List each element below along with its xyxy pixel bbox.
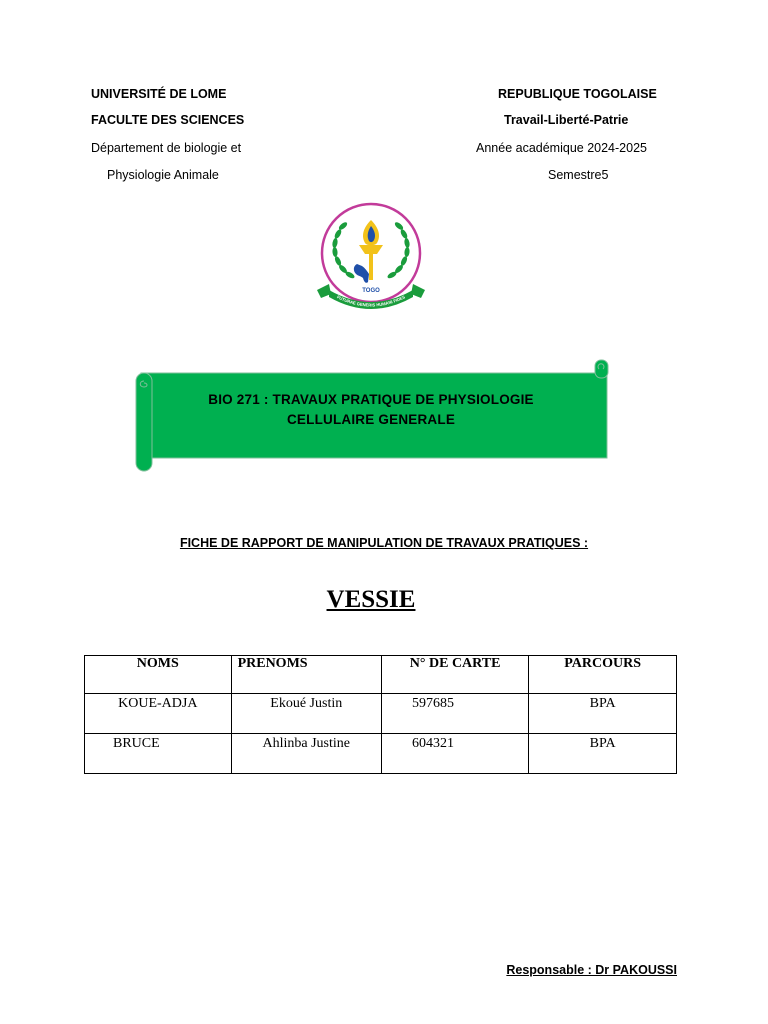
academic-year: Année académique 2024-2025 — [476, 141, 647, 155]
logo-country-text: TOGO — [362, 288, 380, 294]
torch-handle-icon — [369, 254, 373, 280]
report-title: VESSIE — [326, 586, 416, 613]
table-header-row — [85, 656, 677, 694]
course-title — [150, 390, 592, 430]
header-noms: NOMS — [85, 656, 232, 694]
ribbon-right-tail — [411, 284, 425, 298]
cell-numero-carte: 604321 — [381, 734, 528, 774]
university-logo — [307, 196, 435, 334]
faculty-name: FACULTE DES SCIENCES — [91, 113, 245, 127]
cell-numero-carte: 597685 — [381, 694, 528, 734]
semester: Semestre5 — [548, 168, 609, 182]
report-subtitle: FICHE DE RAPPORT DE MANIPULATION DE TRAVAUX PRATIQUES : — [179, 536, 589, 550]
header-parcours: PARCOURS — [529, 656, 677, 694]
table-row — [85, 734, 677, 774]
course-title-line2: CELLULAIRE GENERALE — [286, 412, 456, 427]
header-numero-carte: N° DE CARTE — [381, 656, 528, 694]
country-motto: Travail-Liberté-Patrie — [504, 113, 629, 127]
department-line1: Département de biologie et — [91, 141, 242, 155]
cell-nom: BRUCE — [85, 734, 232, 774]
students-table — [84, 655, 677, 774]
header-prenoms: PRENOMS — [231, 656, 381, 694]
banner-roll-top — [595, 360, 608, 378]
cell-parcours: BPA — [529, 734, 677, 774]
department-line2: Physiologie Animale — [107, 168, 219, 182]
ribbon-left-tail — [317, 284, 331, 298]
responsable-line: Responsable : Dr PAKOUSSI — [506, 963, 677, 977]
table-row — [85, 694, 677, 734]
logo-motto: FUTURAE GENERIS HUMANI FIDES — [336, 294, 406, 308]
cell-parcours: BPA — [529, 694, 677, 734]
cell-nom: KOUE-ADJA — [85, 694, 232, 734]
university-name: UNIVERSITÉ DE LOME — [91, 87, 227, 101]
cell-prenom: Ahlinba Justine — [231, 734, 381, 774]
course-title-line1: BIO 271 : TRAVAUX PRATIQUE DE PHYSIOLOGIE — [208, 392, 534, 407]
country-name: REPUBLIQUE TOGOLAISE — [498, 87, 657, 101]
cell-prenom: Ekoué Justin — [231, 694, 381, 734]
